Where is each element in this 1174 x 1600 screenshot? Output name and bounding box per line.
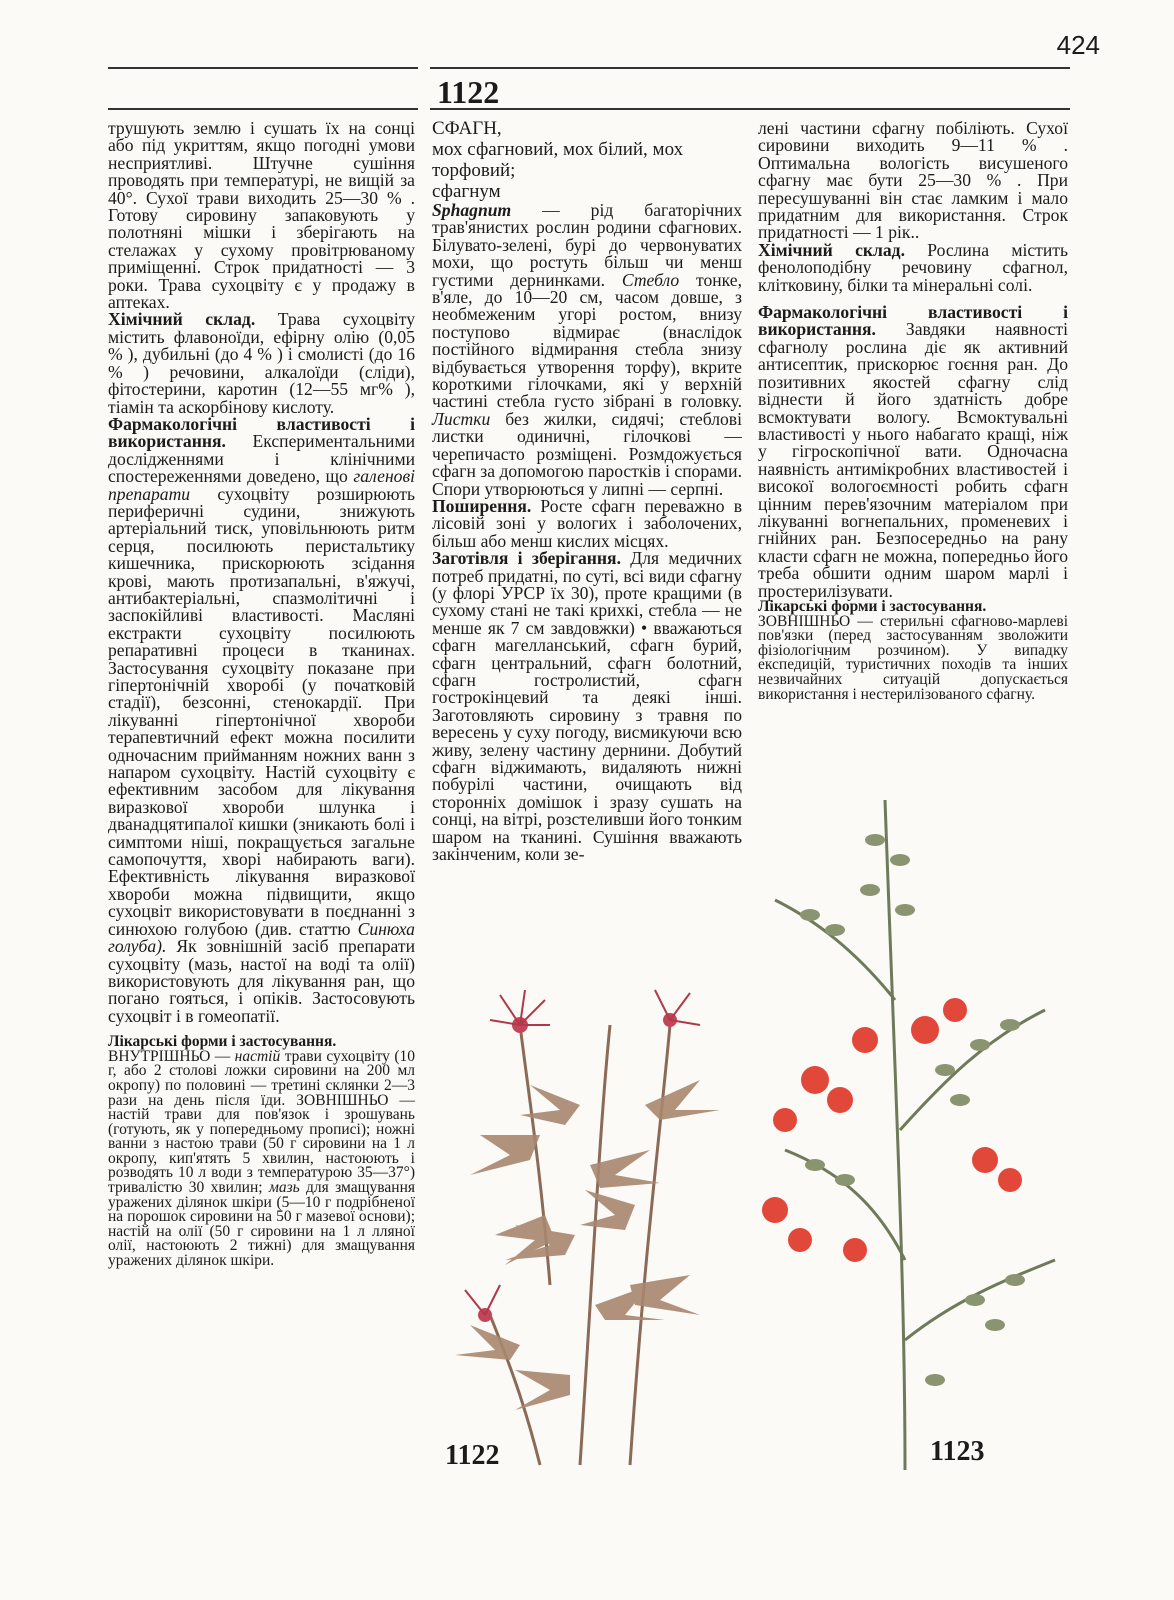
column-middle xyxy=(432,118,742,863)
text-forms-2: трави сухоцвіту (10 г, або 2 столові ложки сировини на 200 мл окропу) по половині — третині склянки 2—3 рази на день після їди. ЗОВНІШНЬО — настій трави для пов'язок і зрошувань (готують, як у попередньому прописі); ножні ванни з настою трави (50 г сировини на 1 л окропу, кип'ятять 5 хвилин, настоюють і розводять 10 л води з температурою 35—37°) тривалістю 30 хвилин; xyxy=(108,1047,415,1197)
text-stem: Стебло xyxy=(621,269,680,290)
text-desc-1: — рід багаторічних трав'янистих рослин родини сфагнових. Білувато-зелені, бурі до червонуватих мохи, що ростуть більш чи менш густими дернинками. xyxy=(432,200,742,290)
header-rule-right-lower xyxy=(430,108,1070,110)
title-main: СФАГН, xyxy=(432,118,502,139)
paragraph-chemical-2 xyxy=(758,239,1068,295)
text-forms-2: ЗОВНІШНЬО — стерильні сфагново-марлеві пов'язки (перед застосуванням зволожити фізіологічним розчином). У випадку експедицій, туристичних походів та інших незвичайних ситуацій допускається використання і нестерилізованого сфагну. xyxy=(758,612,1068,703)
illustration-1122 xyxy=(430,985,760,1485)
heading-distribution: Поширення. xyxy=(432,495,532,516)
article-title xyxy=(432,118,742,202)
paragraph-continuation: лені частини сфагну побіліють. Сухої сировини виходить 9—11 % . Оптимальна вологість висушеного сфагну має бути 25—30 % . При пересушуванні він стає ламким і мало придатним для використання. Строк придатності — 1 рік.. xyxy=(758,118,1068,243)
heading-pharmacology: Фармакологічні властивості і використання. xyxy=(108,413,415,452)
text-forms-3: для змащування уражених ділянок шкіри (5—10 г подрібненої на порошок сировини на 50 г мазевої основи); настій на олії (50 г сировини на 1 л лляної олії, настоюють 2 тижні) для змащування уражених ділянок шкіри. xyxy=(108,1179,416,1270)
text-ointment: мазь xyxy=(268,1179,300,1197)
plate-label-1123: 1123 xyxy=(930,1436,985,1467)
text-pharmacology-2: Завдяки наявності сфагнолу рослина діє як активний антисептик, прискорює гоєння ран. До позитивних якостей сфагну слід віднести й його здатність добре всмоктувати вологу. Всмоктувальні властивості у нього набагато кращі, ніж у гігроскопічної вати. Одночасна наявність антимікробних властивостей і високої вологоємності робить сфагн цінним перев'язочним матеріалом при лікуванні вогнепальних, променевих і гнійних ран. Безпосередньо на рану класти сфагн не можна, попередньо його треба обшити одним шаром марлі і простерилізувати. xyxy=(758,319,1068,601)
paragraph-chemical xyxy=(108,311,415,415)
column-left xyxy=(108,120,415,1269)
paragraph-distribution xyxy=(432,495,742,551)
paragraph-harvest xyxy=(432,550,742,863)
paragraph-forms xyxy=(108,1035,415,1269)
header-rule-left-lower xyxy=(108,108,418,110)
heading-harvest: Заготівля і зберігання. xyxy=(432,548,621,569)
column-right xyxy=(758,120,1068,702)
text-desc-3: без жилки, сидячі; стеблові листки одиничні, гілочкові — черепичасто розміщені. Розмдожується сфагн за допомогою паростків і спорами. Спори утворюються у липні — серпні. xyxy=(432,408,742,499)
page-number: 424 xyxy=(1056,30,1100,60)
text-forms-1: ВНУТРІШНЬО — xyxy=(108,1047,231,1065)
text-desc-2: тонке, в'яле, до 10—20 см, часом довше, з необмеженим угорі ростом, внизу поступово відмирає (внаслідок постійного відмирання стебла знизу відбувається утворення торфу), вкрите короткими гілочками, які у верхній частині стебла густо зібрані в головку. xyxy=(432,269,742,412)
heading-pharmacology-2: Фармакологічні властивості і використання. xyxy=(758,302,1068,340)
heading-chemical-2: Хімічний склад. xyxy=(758,239,905,260)
text-pharmacology-3: Як зовнішній засіб препарати сухоцвіту (мазь, настої на воді та олії) використовують для лікування ран, що погано гояться, і опіків. Застосовують сухоцвіт і в гомеопатії. xyxy=(108,936,415,1026)
heading-forms: Лікарські форми і застосування. xyxy=(108,1033,337,1051)
text-distribution: Росте сфагн переважно в лісовій зоні у вологих і заболочених, більш або менш кислих місцях. xyxy=(432,495,742,551)
text-galenic: галенові препарати xyxy=(108,466,415,504)
latin-name: Sphagnum xyxy=(432,200,512,220)
article-number: 1122 xyxy=(437,74,500,110)
paragraph-pharmacology-2 xyxy=(758,304,1068,600)
paragraph-description xyxy=(432,202,742,498)
illustration-1123 xyxy=(755,780,1075,1480)
paragraph-pharmacology xyxy=(108,413,415,1026)
header-rule-left xyxy=(108,67,418,69)
text-pharmacology-2: сухоцвіту розширюють периферичні судини, знижують артеріальний тиск, уповільнюють ритм серця, посилюють перистальтику кишечника, прискорюють зсідання крові, мають протизапальні, в'яжучі, антибактеріальні, спазмолітичні і заспокійливі властивості. Масляні екстракти сухоцвіту посилюють репаративні процеси в тканинах. Застосування сухоцвіту показане при гіпертонічній хворобі (у початковій стадії), безсонні, стенокардії. При лікуванні гіпертонічної хвороби терапевтичний ефект можна посилити одночасним прийманням ножних ванн з напаром сухоцвіту. Настій сухоцвіту є ефективним засобом для лікування виразкової хвороби шлунка і дванадцятипалої кишки (зникають болі і симптоми ніші, покращується загальне самопочуття, хворі набирають ваги). Ефективність лікування виразкової хвороби можна підвищити, якщо сухоцвіт використовувати в поєднанні з синюхою голубою (див. статтю xyxy=(108,483,415,939)
text-pharmacology-1: Експериментальними дослідженнями і клінічними спостереженнями доведено, що xyxy=(108,431,415,487)
text-sinyukha: Синюха голуба). xyxy=(108,918,415,957)
title-synonyms: мох сфагновий, мох білий, мох торфовий; xyxy=(432,139,684,181)
text-chemical: Трава сухоцвіту містить флавоноїди, ефірну олію (0,05 % ), дубильні (до 4 % ) і смолисті (до 16 % ) речовини, алкалоїди (сліди), фітостерини, каротин (12—55 мг% ), тіамін та аскорбінову кислоту. xyxy=(108,309,415,417)
text-chemical-2: Рослина містить фенолоподібну речовину сфагнол, клітковину, білки та мінеральні солі. xyxy=(758,239,1068,295)
heading-forms-2: Лікарські форми і застосування. xyxy=(758,597,987,615)
paragraph-drying: трушують землю і сушать їх на сонці або під укриттям, якщо погодні умови несприятливі. Штучне сушіння проводять при температурі, не вищій за 40°. Сухої трави виходить 25—30 % . Готову сировину запаковують у полотняні мішки і зберігають на стелажах у сухому провітрюваному приміщенні. Строк придатності — 3 роки. Трава сухоцвіту є у продажу в аптеках. xyxy=(108,118,415,313)
text-harvest: Для медичних потреб придатні, по суті, всі види сфагну (у флорі УРСР їх 30), проте кращими (в сухому стані не такі крихкі, стебла — не менше як 7 см завдовжки) • вважаються сфагн магелланський, сфагн бурий, сфагн центральний, сфагн болотний, сфагн гостролистий, сфагн гострокінцевий та деякі інші. Заготовляють сировину з травня по вересень у суху погоду, висмикуючи всю живу, зелену частину дернини. Добутий сфагн віджимають, видаляють нижні побурілі частини, очищають від сторонніх домішок і зразу сушать на сонці, на вітрі, розстеливши його тонким шаром на тканині. Сушіння вважають закінченим, коли зе- xyxy=(432,548,742,865)
heading-chemical: Хімічний склад. xyxy=(108,309,256,330)
text-infusion: настій xyxy=(234,1047,281,1065)
title-synonym-2: сфагнум xyxy=(432,181,501,202)
plate-label-1122: 1122 xyxy=(445,1440,500,1471)
header-rule-right xyxy=(430,67,1070,69)
paragraph-forms-2 xyxy=(758,597,1068,703)
text-leaves: Листки xyxy=(432,408,491,429)
